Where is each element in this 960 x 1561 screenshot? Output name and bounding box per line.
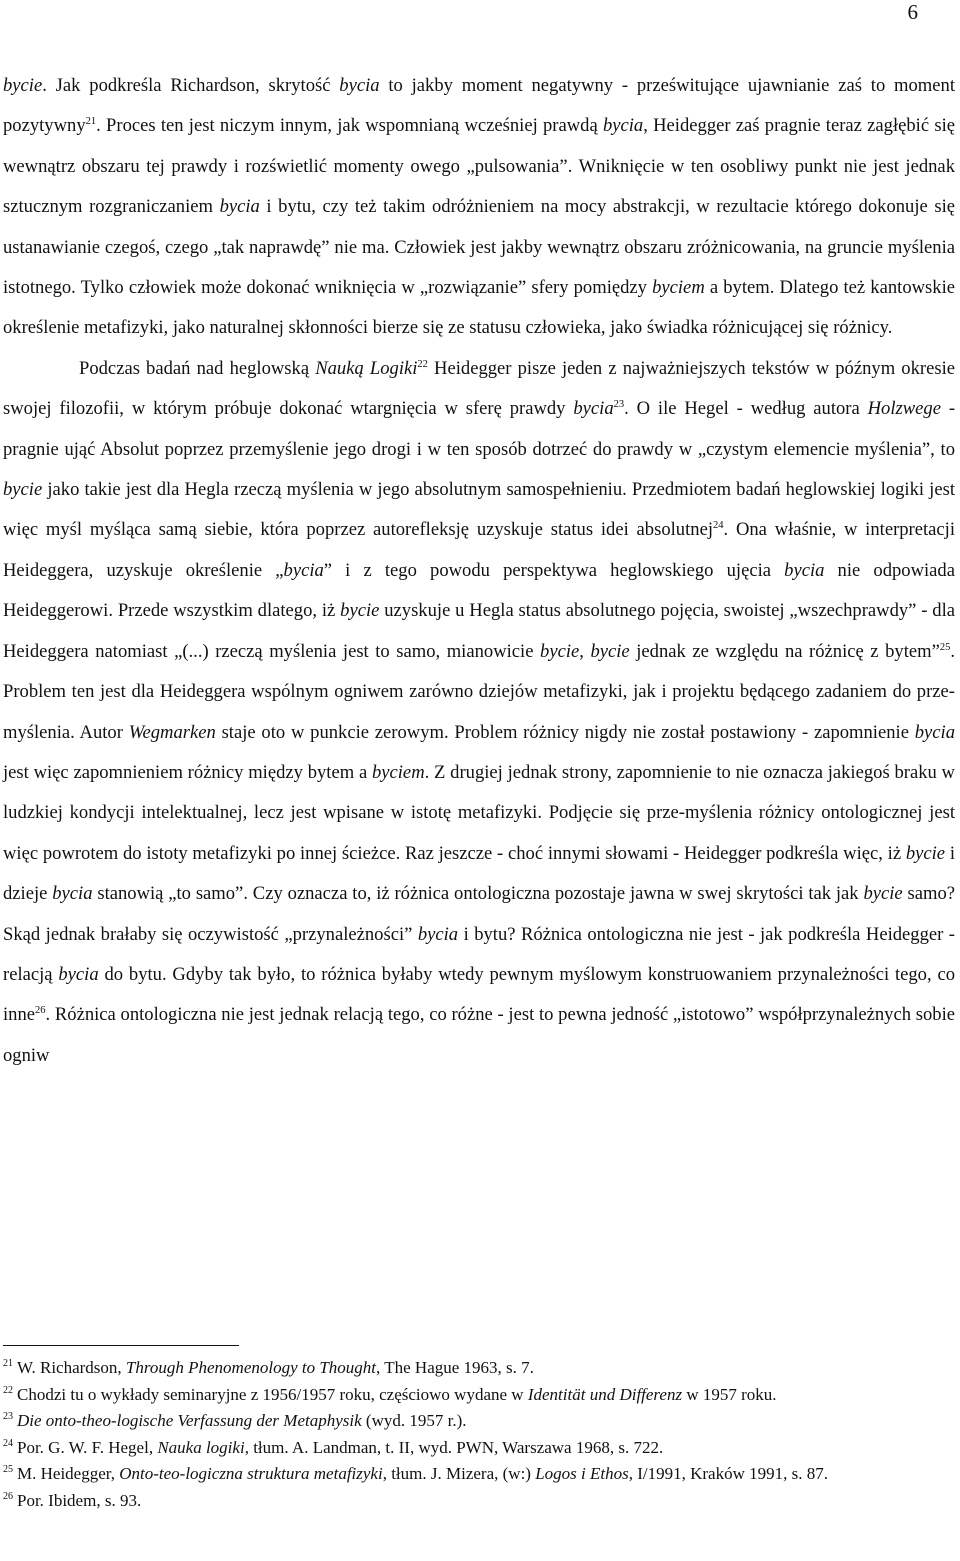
paragraph-2: Podczas badań nad heglowską Nauką Logiki$^{22}$ Heidegger pisze jeden z najważniejszych tekstów w późnym okresie swojej filozofii, w którym próbuje dokonać wtargnięcia w sferę prawdy bycia$^{23}$. O ile Hegel - według autora Holzwege - pragnie ująć Absolut poprzez przemyślenie jego drogi i w ten sposób dotrzeć do prawdy w „czystym elemencie myślenia”, to bycie jako takie jest dla Hegla rzeczą myślenia w jego absolutnym samospełnieniu. Przedmiotem badań heglowskiej logiki jest więc myśl myśląca samą siebie, która poprzez autorefleksję uzyskuje status idei absolutnej$^{24}$. Ona właśnie, w interpretacji Heideggera, uzyskuje określenie „bycia” i z tego powodu perspektywa heglowskiego ujęcia bycia nie odpowiada Heideggerowi. Przede wszystkim dlatego, iż bycie uzyskuje u Hegla status absolutnego pojęcia, swoistej „wszechprawdy” - dla Heideggera natomiast „(...) rzeczą myślenia jest to samo, mianowicie bycie, bycie jednak ze względu na różnicę z bytem”$^{25}$. Problem ten jest dla Heideggera wspólnym ogniwem zarówno dziejów metafizyki, jak i projektu będącego zadaniem do prze-myślenia. Autor Wegmarken staje oto w punkcie zerowym. Problem różnicy nigdy nie został postawiony - zapomnienie bycia jest więc zapomnieniem różnicy między bytem a byciem. Z drugiej jednak strony, zapomnienie to nie oznacza jakiegoś braku w ludzkiej kondycji intelektualnej, lecz jest wpisane w istotę metafizyki. Podjęcie się prze-myślenia różnicy ontologicznej jest więc powrotem do istoty metafizyki po innej ścieżce. Raz jeszcze - choć innymi słowami - Heidegger podkreśla więc, iż bycie i dzieje bycia stanowią „to samo”. Czy oznacza to, iż różnica ontologiczna pozostaje jawna w swej skrytości tak jak bycie samo? Skąd jednak brałaby się oczywistość „przynależności” bycia i bytu? Różnica ontologiczna nie jest - jak podkreśla Heidegger - relacją bycia do bytu. Gdyby tak było, to różnica byłaby wtedy pewnym myślowym konstruowaniem przynależności tego, co inne$^{26}$. Różnica ontologiczna nie jest jednak relacją tego, co różne - jest to pewna jedność „istotowo” współprzynależnych sobie ogniw bbox=[3, 357, 956, 1066]
page-number: 6 bbox=[907, 0, 918, 24]
body-text bbox=[3, 66, 955, 1076]
footnote-ref-26: 26 bbox=[35, 1005, 46, 1017]
footnote-21: $^{21}$ W. Richardson, Through Phenomenology to Thought, The Hague 1963, s. 7. bbox=[3, 1358, 534, 1377]
footnote-25: $^{25}$ M. Heidegger, Onto-teo-logiczna struktura metafizyki, tłum. J. Mizera, (w:) Logos i Ethos, I/1991, Kraków 1991, s. 87. bbox=[3, 1464, 828, 1484]
footnote-divider bbox=[3, 1345, 239, 1346]
footnote-ref-25: 25 bbox=[939, 641, 951, 653]
paragraph-1: bycie. Jak podkreśla Richardson, skrytość bycia to jakby moment negatywny - prześwitujące ujawnianie zaś to moment pozytywny$^{21}$. Proces ten jest niczym innym, jak wspomnianą wcześniej prawdą bycia, Heidegger zaś pragnie teraz zagłębić się wewnątrz obszaru tej prawdy i rozświetlić momenty owego „pulsowania”. Wniknięcie w ten osobliwy punkt nie jest jednak sztucznym rozgraniczaniem bycia i bytu, czy też takim odróżnieniem na mocy abstrakcji, w rezultacie którego dokonuje się ustanawianie czegoś, czego „tak naprawdę” nie ma. Człowiek jest jakby wewnątrz obszaru zróżnicowania, na gruncie myślenia istotnego. Tylko człowiek może dokonać wniknięcia w „rozwiązanie” sfery pomiędzy byciem a bytem. Dlatego też kantowskie określenie metafizyki, jako naturalnej skłonności bierze się ze statusu człowieka, jako świadka różnicującej się różnicy. bbox=[3, 75, 955, 339]
footnote-ref-24: 24 bbox=[713, 520, 724, 532]
footnote-23: $^{23}$ Die onto-theo-logische Verfassung der Metaphysik (wyd. 1957 r.). bbox=[3, 1411, 467, 1431]
footnote-22: $^{22}$ Chodzi tu o wykłady seminaryjne z 1956/1957 roku, częściowo wydane w Identität und Differenz w 1957 roku. bbox=[3, 1384, 777, 1404]
footnote-ref-23: 23 bbox=[613, 399, 625, 411]
footnote-24: $^{24}$ Por. G. W. F. Hegel, Nauka logiki, tłum. A. Landman, t. II, wyd. PWN, Warszawa 1968, s. 722. bbox=[3, 1437, 664, 1457]
footnote-26: $^{26}$ Por. Ibidem, s. 93. bbox=[3, 1490, 142, 1510]
footnote-ref-22: 22 bbox=[417, 358, 428, 370]
footnote-ref-21: 21 bbox=[85, 116, 97, 128]
footnotes bbox=[3, 1355, 955, 1515]
